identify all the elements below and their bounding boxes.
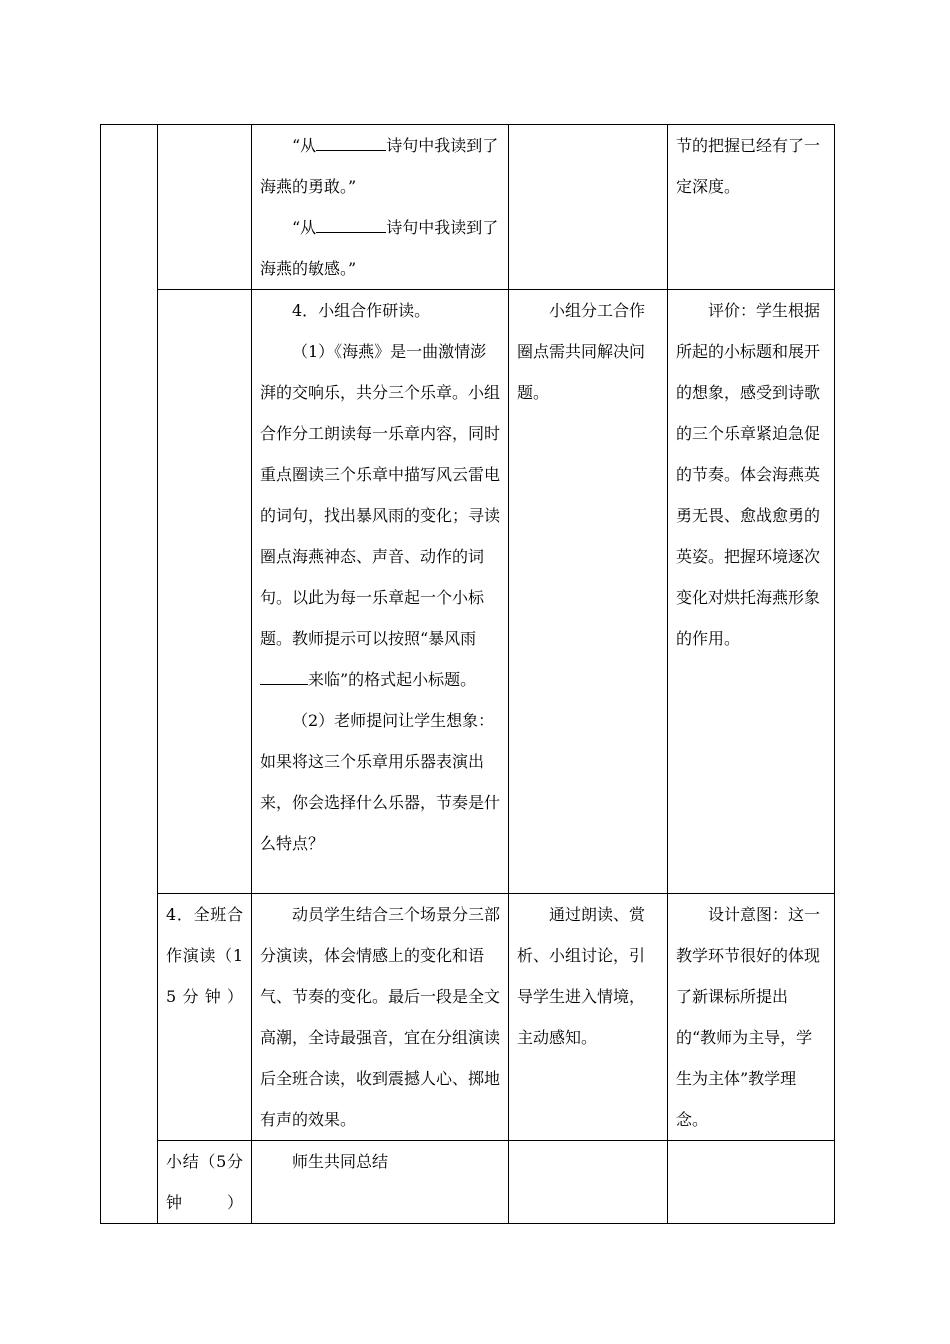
section-cell — [101, 125, 158, 1224]
table-row — [101, 1141, 835, 1224]
fill-blank — [316, 134, 386, 151]
activity-cell: 师生共同总结 — [252, 1141, 509, 1224]
note-cell: 评价：学生根据所起的小标题和展开的想象，感受到诗歌的三个乐章紧迫急促的节奏。体会海燕英勇无畏、愈战愈勇的英姿。把握环境逐次变化对烘托海燕形象的作用。 — [668, 290, 835, 894]
stage-cell: 小结（5分钟） — [158, 1141, 252, 1224]
stage-cell: 4．全班合作演读（15分钟） — [158, 894, 252, 1141]
student-cell: 小组分工合作圈点需共同解决问题。 — [509, 290, 668, 894]
activity-title: 4．小组合作研读。 — [292, 301, 431, 320]
activity-paragraph: （1）《海燕》是一曲激情澎湃的交响乐，共分三个乐章。小组合作分工朗读每一乐章内容，同时重点圈读三个乐章中描写风云雷电的词句，找出暴风雨的变化；寻读圈点海燕神态、声音、动作的词句。以此为每一乐章起一个小标题。教师提示可以按照“暴风雨来临”的格式起小标题。 — [260, 342, 501, 689]
table-row — [101, 125, 835, 290]
fill-blank — [260, 668, 308, 685]
student-cell: 通过朗读、赏析、小组讨论，引导学生进入情境，主动感知。 — [509, 894, 668, 1141]
table-row — [101, 290, 835, 894]
activity-paragraph: “从 诗句中我读到了海燕的敏感。” — [260, 218, 499, 278]
student-cell — [509, 125, 668, 290]
student-cell — [509, 1141, 668, 1224]
fill-blank — [316, 216, 386, 233]
note-cell: 设计意图：这一教学环节很好的体现了新课标所提出的“教师为主导，学生为主体”教学理念。 — [668, 894, 835, 1141]
lesson-plan-table — [100, 124, 835, 1224]
note-cell — [668, 1141, 835, 1224]
activity-cell — [252, 125, 509, 290]
note-cell: 节的把握已经有了一定深度。 — [668, 125, 835, 290]
activity-paragraph: “从 诗句中我读到了海燕的勇敢。” — [260, 136, 499, 196]
stage-cell — [158, 290, 252, 894]
activity-cell — [252, 290, 509, 894]
stage-cell — [158, 125, 252, 290]
activity-cell: 动员学生结合三个场景分三部分演读，体会情感上的变化和语气、节奏的变化。最后一段是全文高潮，全诗最强音，宜在分组演读后全班合读，收到震撼人心、掷地有声的效果。 — [252, 894, 509, 1141]
activity-paragraph: （2）老师提问让学生想象：如果将这三个乐章用乐器表演出来，你会选择什么乐器，节奏是什么特点？ — [260, 711, 501, 853]
table-row — [101, 894, 835, 1141]
